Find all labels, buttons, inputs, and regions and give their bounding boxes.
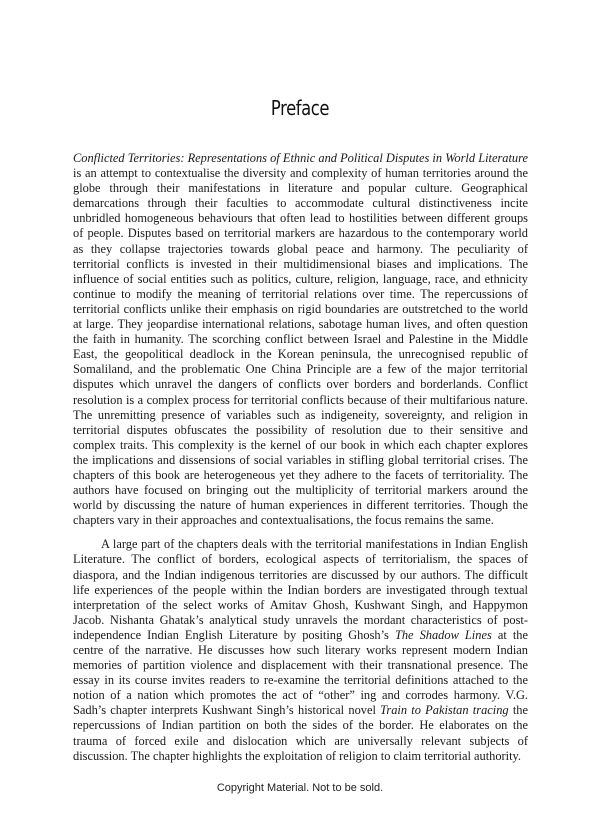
paragraph-2 — [73, 537, 528, 763]
paragraph-2-text-2: at the centre of the narrative. He discusses how such literary works represent modern Indian memories of partition violence and displacement with their transnational presence. The essay in its course invites readers to re-examine the territorial definitions attached to the notion of a nation which promotes the act of “other” ing and corrodes harmony. V.G. Sadh’s chapter interprets Kushwant Singh’s historical novel — [73, 627, 528, 718]
train-to-pakistan-title-italic: Train to Pakistan tracing — [380, 703, 509, 718]
body-text — [73, 151, 528, 764]
copyright-footer: Copyright Material. Not to be sold. — [216, 782, 384, 794]
paragraph-1 — [73, 151, 528, 528]
shadow-lines-title-italic: The Shadow Lines — [394, 627, 492, 642]
paragraph-1-text: is an attempt to contextualise the diversity and complexity of human territories around the globe through their manifestations in literature and popular culture. Geographical demarcations through their faculties to accommodate cultural distinctiveness incite unbridled homogeneous behaviours that often lead to hostilities between different groups of people. Disputes based on territorial markers are hazardous to the contemporary world as they collapse trajectories towards global peace and harmony. The peculiarity of territorial conflicts is invested in their multidimensional biases and implications. The influence of social entities such as politics, culture, religion, language, race, and ethnicity continue to modify the meaning of territorial relations over time. The repercussions of territorial conflicts unlike their emphasis on rigid boundaries are outstretched to the world at large. They jeopardise international relations, sabotage human lives, and often question the faith in humanity. The scorching conflict between Israel and Palestine in the Middle East, the geopolitical deadlock in the Korean peninsula, the unrecognised republic of Somaliland, and the problematic One China Principle are a few of the major territorial disputes which unravel the dangers of conflicts over borders and borderlands. Conflict resolution is a complex process for territorial conflicts because of their multifarious nature. The unremitting presence of variables such as indigeneity, sovereignty, and religion in territorial disputes obfuscates the possibility of resolution due to their sensitive and complex traits. This complexity is the kernel of our book in which each chapter explores the implications and dissensions of social variables in stifling global territorial crises. The chapters of this book are heterogeneous yet they adhere to the facets of territoriality. The authors have focused on bringing out the multiplicity of territorial markers around the world by discussing the nature of human experiences in different territories. Though the chapters vary in their approaches and contextualisations, the focus remains the same. — [73, 166, 528, 528]
paragraph-2-text-3: the repercussions of Indian partition on both the sides of the border. He elaborates on the trauma of forced exile and dislocation which are universally relevant subjects of discussion. The chapter highlights the exploitation of religion to claim territorial authority. — [73, 703, 529, 763]
book-title-italic: Conflicted Territories: Representations of Ethnic and Political Disputes in World Literature — [73, 151, 528, 165]
page-title: Preface — [270, 96, 330, 120]
paragraph-2-text-1: A large part of the chapters deals with the territorial manifestations in Indian English Literature. The conflict of borders, ecological aspects of territorialism, the spaces of diaspora, and the Indian indigenous territories are discussed by our authors. The difficult life experiences of the people within the Indian borders are investigated through textual interpretation of the select works of Amitav Ghosh, Kushwant Singh, and Happymon Jacob. Nishanta Ghatak’s analytical study unravels the mordant characteristics of post-independence Indian English Literature by positing Ghosh’s — [73, 537, 528, 642]
